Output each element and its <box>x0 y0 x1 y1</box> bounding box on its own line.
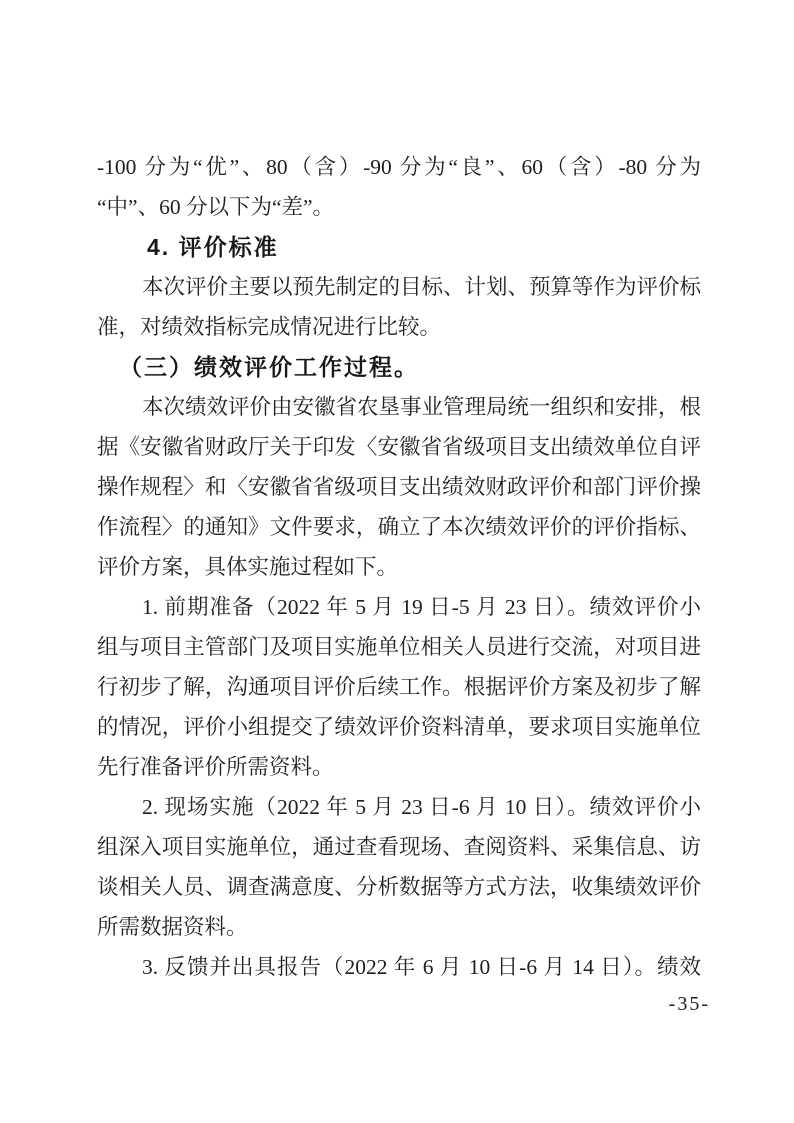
paragraph-evaluation-criteria <box>97 267 701 347</box>
paragraph-grade-bands <box>97 147 701 227</box>
section-heading-work-process <box>97 347 701 387</box>
paragraph-step-1-preparation <box>97 587 701 787</box>
text-line: 准，对绩效指标完成情况进行比较。 <box>97 315 442 339</box>
text-line: 本次绩效评价由安徽省农垦事业管理局统一组织和安排，根 <box>142 395 702 419</box>
text-line: 据《安徽省财政厅关于印发〈安徽省省级项目支出绩效单位自评 <box>97 435 701 459</box>
paragraph-step-3-report <box>97 947 701 987</box>
text-line: 评价方案，具体实施过程如下。 <box>97 555 399 579</box>
text-line: 行初步了解，沟通项目评价后续工作。根据评价方案及初步了解 <box>97 675 701 699</box>
text-line: 作流程〉的通知》文件要求，确立了本次绩效评价的评价指标、 <box>97 515 701 539</box>
paragraph-process-intro <box>97 387 701 587</box>
text-line: 2. 现场实施（2022 年 5 月 23 日-6 月 10 日）。绩效评价小 <box>142 795 701 819</box>
text-line: 的情况，评价小组提交了绩效评价资料清单，要求项目实施单位 <box>97 715 701 739</box>
section-heading-evaluation-criteria <box>97 227 701 267</box>
page-body-text <box>97 147 701 987</box>
section-heading: （三）绩效评价工作过程。 <box>119 354 419 380</box>
text-line: 3. 反馈并出具报告（2022 年 6 月 10 日-6 月 14 日）。绩效 <box>142 955 701 979</box>
page-number: -35- <box>668 993 710 1015</box>
paragraph-step-2-onsite <box>97 787 701 947</box>
text-line: 先行准备评价所需资料。 <box>97 755 334 779</box>
text-line: 所需数据资料。 <box>97 915 248 939</box>
text-line: 组与项目主管部门及项目实施单位相关人员进行交流，对项目进 <box>97 635 701 659</box>
text-line: 组深入项目实施单位，通过查看现场、查阅资料、采集信息、访 <box>97 835 701 859</box>
section-heading: 4. 评价标准 <box>147 234 279 260</box>
text-line: “中”、60 分以下为“差”。 <box>97 195 335 219</box>
text-line: 1. 前期准备（2022 年 5 月 19 日-5 月 23 日）。绩效评价小 <box>142 595 701 619</box>
text-line: 谈相关人员、调查满意度、分析数据等方式方法，收集绩效评价 <box>97 875 701 899</box>
text-line: -100 分为“优”、80（含）-90 分为“良”、60（含）-80 分为 <box>97 155 701 179</box>
text-line: 操作规程〉和〈安徽省省级项目支出绩效财政评价和部门评价操 <box>97 475 701 499</box>
text-line: 本次评价主要以预先制定的目标、计划、预算等作为评价标 <box>142 275 702 299</box>
